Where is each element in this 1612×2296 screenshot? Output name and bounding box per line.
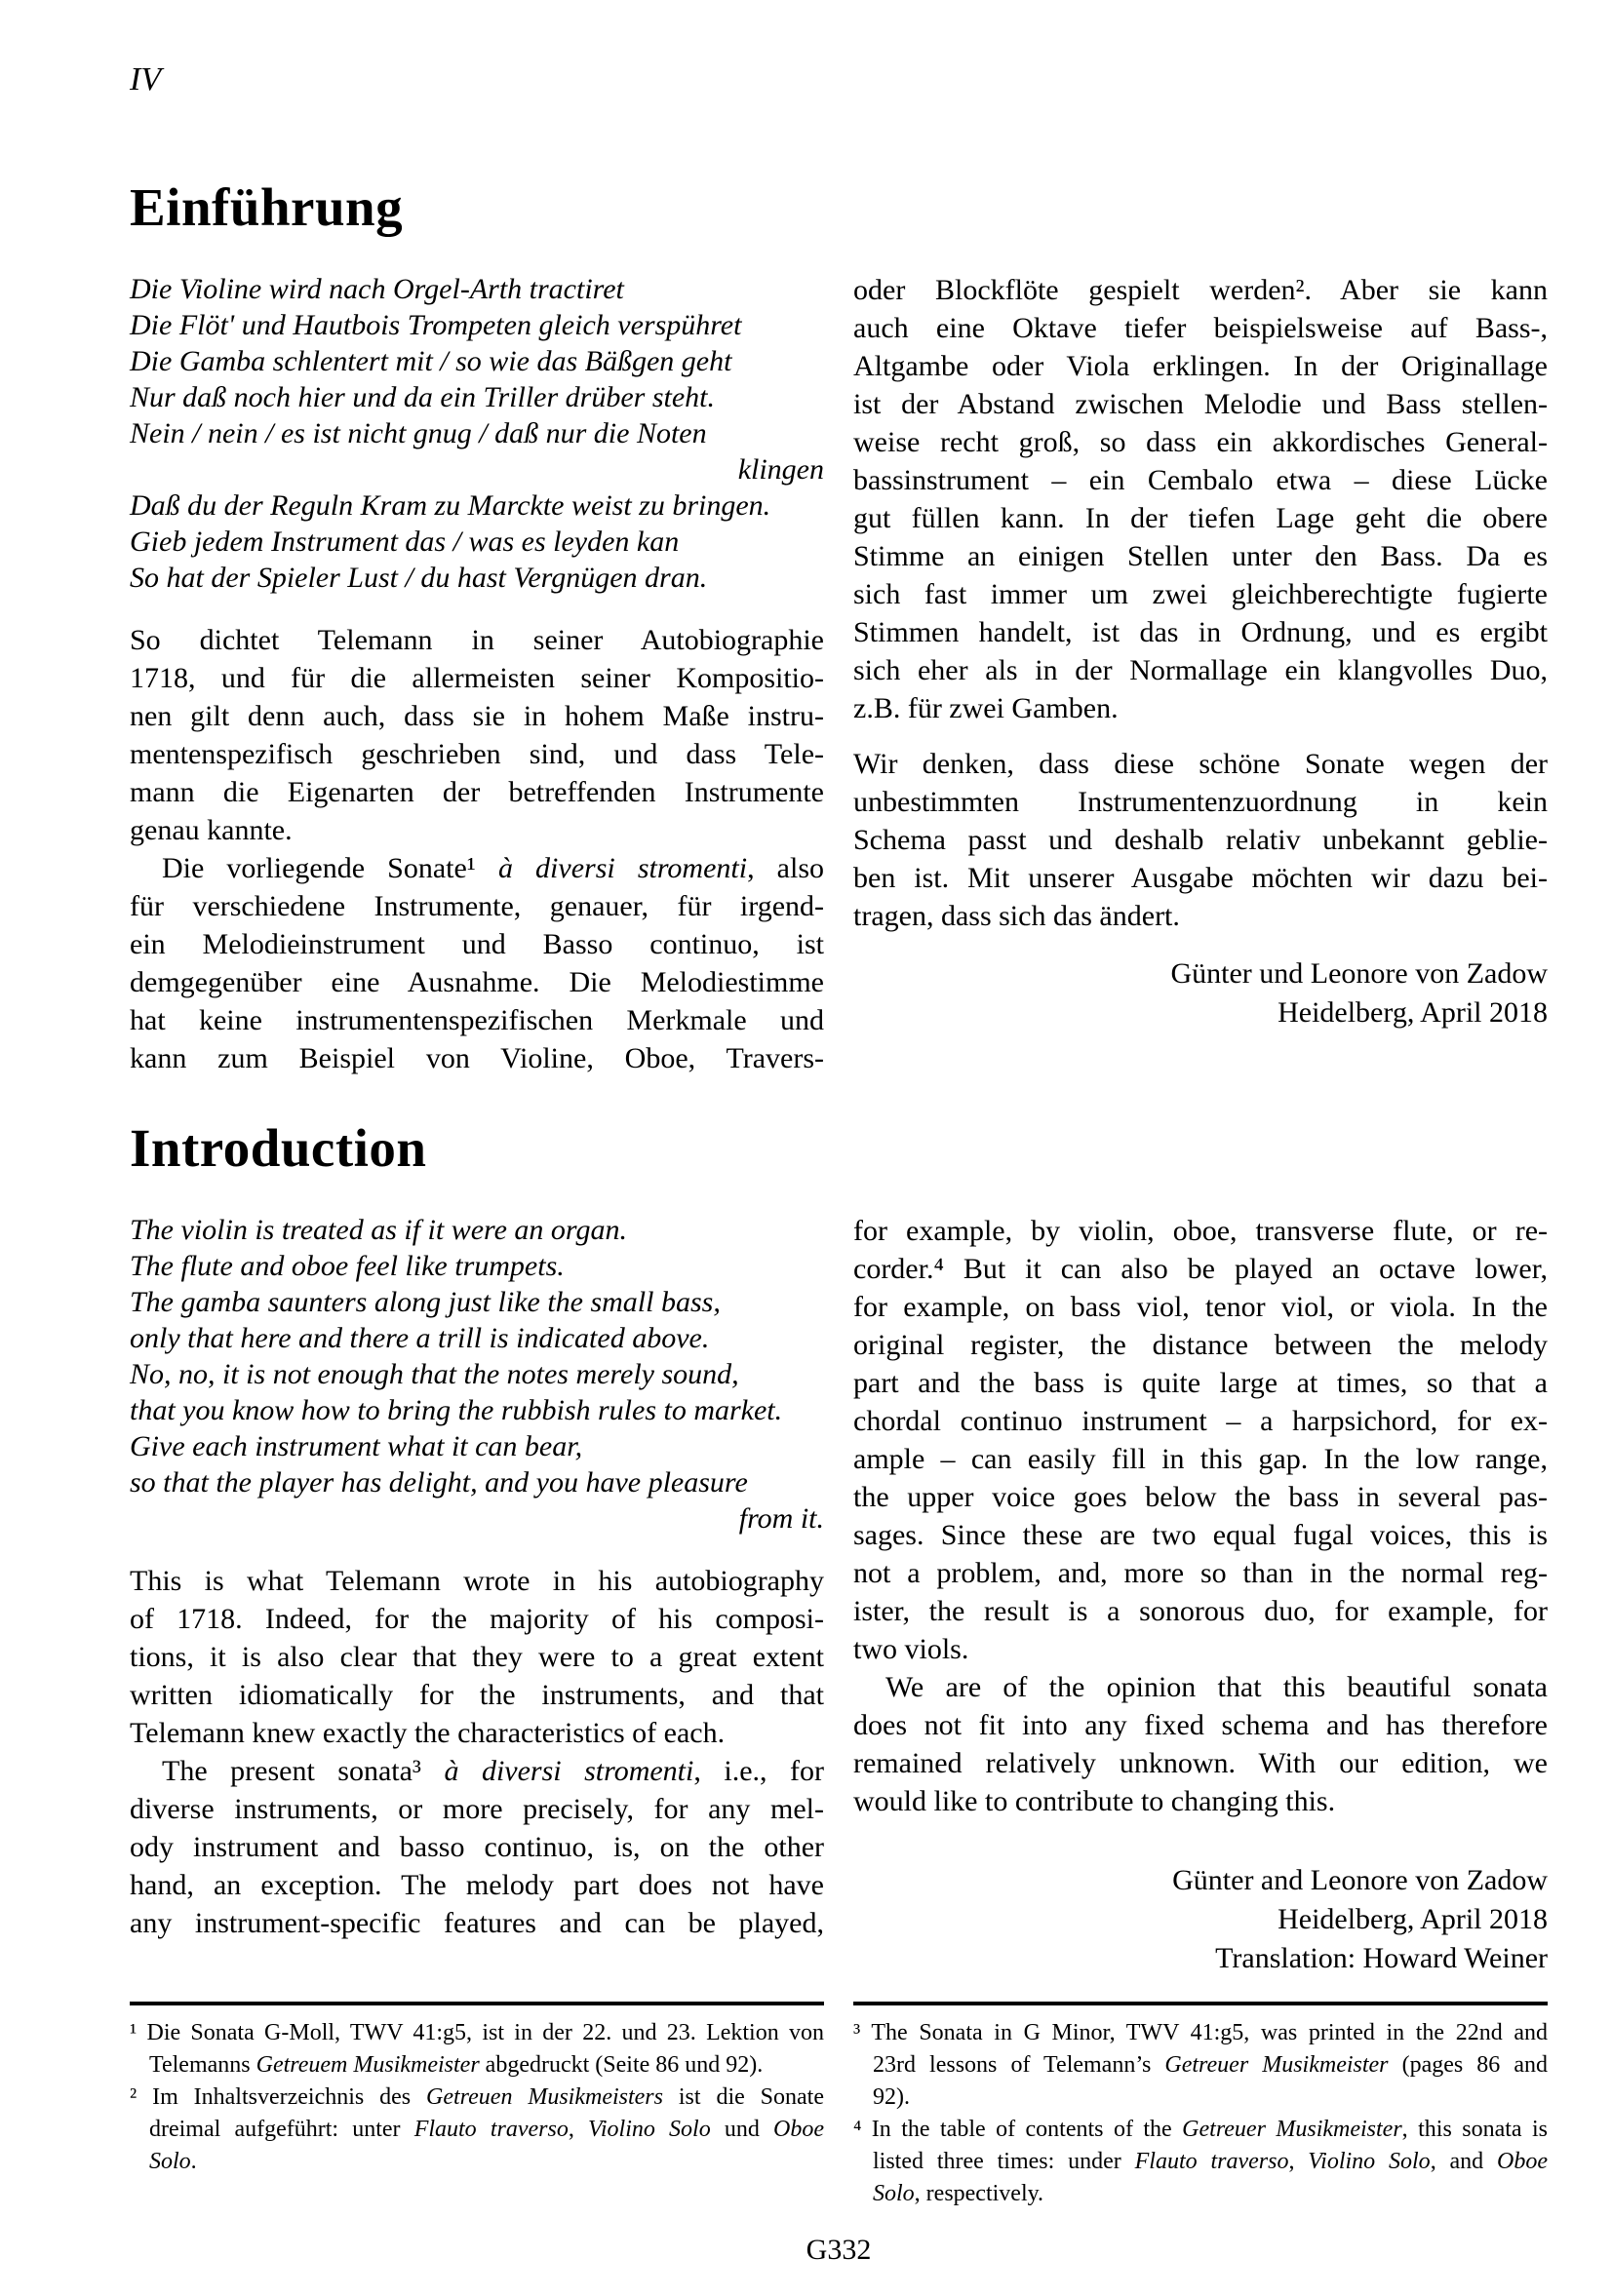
signature-english: Günter and Leonore von Zadow Heidelberg, April 2018 Translation: Howard Weiner xyxy=(1172,1864,1548,1974)
poem-line: Nein / nein / es ist nicht gnug / daß nur die Noten xyxy=(130,417,707,449)
footnote-2: ² Im Inhaltsverzeichnis des Getreuen Musikmeisters ist die Sonate dreimal aufgeführt: unter Flauto traverso, Violino Solo und Oboe Solo. xyxy=(130,2084,824,2174)
poem-line: from it. xyxy=(738,1502,824,1535)
einfuehrung-right-column xyxy=(853,271,1548,1077)
poem-line: Gieb jedem Instrument das / was es leyden kan xyxy=(130,525,680,558)
heading-einfuehrung: Einführung xyxy=(130,177,404,237)
signature-german: Günter und Leonore von Zadow Heidelberg, April 2018 xyxy=(1170,957,1548,1029)
paragraph-english-2-continued: for example, by violin, oboe, transverse flute, or re- corder.⁴ But it can also be played an octave lower, for example, on bass viol, tenor viol, or viola. In the original register, the distance between the melody part and the bass is quite large at times, so that a chordal continuo instrument – a harpsichord, for ex- ample – can easily fill in this gap. In the low range, the upper voice goes below the bass in several pas- sages. Since these are two equal fugal voices, this is not a problem, and, more so than in the normal reg- ister, the result is a sonorous duo, for example, for two viols. xyxy=(853,1215,1548,1665)
paragraph-german-3: Wir denken, dass diese schöne Sonate wegen der unbestimmten Instrumentenzuordnung in kein Schema passt und deshalb relativ unbekannt geblie- ben ist. Mit unserer Ausgabe möchten wir dazu bei- tragen, dass sich das ändert. xyxy=(853,748,1548,932)
poem-line: The gamba saunters along just like the small bass, xyxy=(130,1286,721,1318)
paragraph-german-1: So dichtet Telemann in seiner Autobiographie 1718, und für die allermeisten seiner Kompositio- nen gilt denn auch, dass sie in hohem Maße instru- mentenspezifisch geschrieben sind, und dass Tele- mann die Eigenarten der betreffenden Instrumente genau kannte. xyxy=(130,624,824,846)
poem-line: So hat der Spieler Lust / du hast Vergnügen dran. xyxy=(130,562,708,594)
poem-line: Give each instrument what it can bear, xyxy=(130,1430,583,1462)
einfuehrung-columns xyxy=(130,271,1548,1077)
poem-line: Die Gamba schlentert mit / so wie das Bäßgen geht xyxy=(130,345,732,377)
footnote-3: ³ The Sonata in G Minor, TWV 41:g5, was printed in the 22nd and 23rd lessons of Telemann’s Getreuer Musikmeister (pages 86 and 92). xyxy=(853,2020,1548,2110)
english-poem xyxy=(130,1212,824,1537)
poem-line: Die Violine wird nach Orgel-Arth tractiret xyxy=(130,273,624,305)
poem-line: only that here and there a trill is indicated above. xyxy=(130,1322,710,1354)
poem-line: No, no, it is not enough that the notes merely sound, xyxy=(130,1358,739,1390)
footnotes-right-column xyxy=(853,2002,1548,2210)
catalog-number: G332 xyxy=(806,2234,872,2266)
page-number: IV xyxy=(130,61,162,97)
paragraph-english-3: We are of the opinion that this beautiful sonata does not fit into any fixed schema and has therefore remained relatively unknown. With our edition, we would like to contribute to changing this. xyxy=(853,1671,1548,1817)
footnote-1: ¹ Die Sonata G-Moll, TWV 41:g5, ist in der 22. und 23. Lektion von Telemanns Getreuem Musikmeister abgedruckt (Seite 86 und 92). xyxy=(130,2020,824,2078)
heading-introduction: Introduction xyxy=(130,1118,427,1178)
poem-line: Nur daß noch hier und da ein Triller drüber steht. xyxy=(130,381,715,413)
introduction-columns xyxy=(130,1212,1548,1978)
german-poem xyxy=(130,271,824,596)
introduction-right-column xyxy=(853,1212,1548,1978)
einfuehrung-left-column xyxy=(130,271,824,1077)
paragraph-english-2: The present sonata³ à diversi stromenti, i.e., for diverse instruments, or more precisely, for any mel- ody instrument and basso continuo, is, on the other hand, an exception. The melody part does not have any instrument-specific features and can be played, xyxy=(130,1755,825,1939)
footnotes xyxy=(130,2002,1548,2210)
introduction-left-column xyxy=(130,1212,824,1978)
poem-line: Die Flöt' und Hautbois Trompeten gleich verspühret xyxy=(130,309,742,341)
poem-line: so that the player has delight, and you have pleasure xyxy=(130,1466,748,1498)
poem-line: klingen xyxy=(737,453,824,486)
paragraph-german-2: Die vorliegende Sonate¹ à diversi stromenti, also für verschiedene Instrumente, genauer, für irgend- ein Melodieinstrument und Basso continuo, ist demgegenüber eine Ausnahme. Die Melodiestimme hat keine instrumentenspezifischen Merkmale und kann zum Beispiel von Violine, Oboe, Travers- xyxy=(130,852,825,1074)
poem-line: that you know how to bring the rubbish rules to market. xyxy=(130,1394,783,1426)
poem-line: The violin is treated as if it were an organ. xyxy=(130,1214,627,1246)
footnote-4: ⁴ In the table of contents of the Getreuer Musikmeister, this sonata is listed three times: under Flauto traverso, Violino Solo, and Oboe Solo, respectively. xyxy=(853,2117,1549,2206)
paragraph-english-1: This is what Telemann wrote in his autobiography of 1718. Indeed, for the majority of his composi- tions, it is also clear that they were to a great extent written idiomatically for the instruments, and that Telemann knew exactly the characteristics of each. xyxy=(130,1565,824,1749)
poem-line: The flute and oboe feel like trumpets. xyxy=(130,1250,565,1282)
paragraph-german-2-continued: oder Blockflöte gespielt werden². Aber sie kann auch eine Oktave tiefer beispielsweise auf Bass-, Altgambe oder Viola erklingen. In der Originallage ist der Abstand zwischen Melodie und Bass stellen- weise recht groß, so dass ein akkordisches General- bassinstrument – ein Cembalo etwa – diese Lücke gut füllen kann. In der tiefen Lage geht die obere Stimme an einigen Stellen unter den Bass. Da es sich fast immer um zwei gleichberechtigte fugierte Stimmen handelt, ist das in Ordnung, und es ergibt sich eher als in der Normallage ein klangvolles Duo, z.B. für zwei Gamben. xyxy=(853,274,1548,724)
footnotes-left-column xyxy=(130,2002,824,2210)
poem-line: Daß du der Reguln Kram zu Marckte weist zu bringen. xyxy=(130,489,771,522)
